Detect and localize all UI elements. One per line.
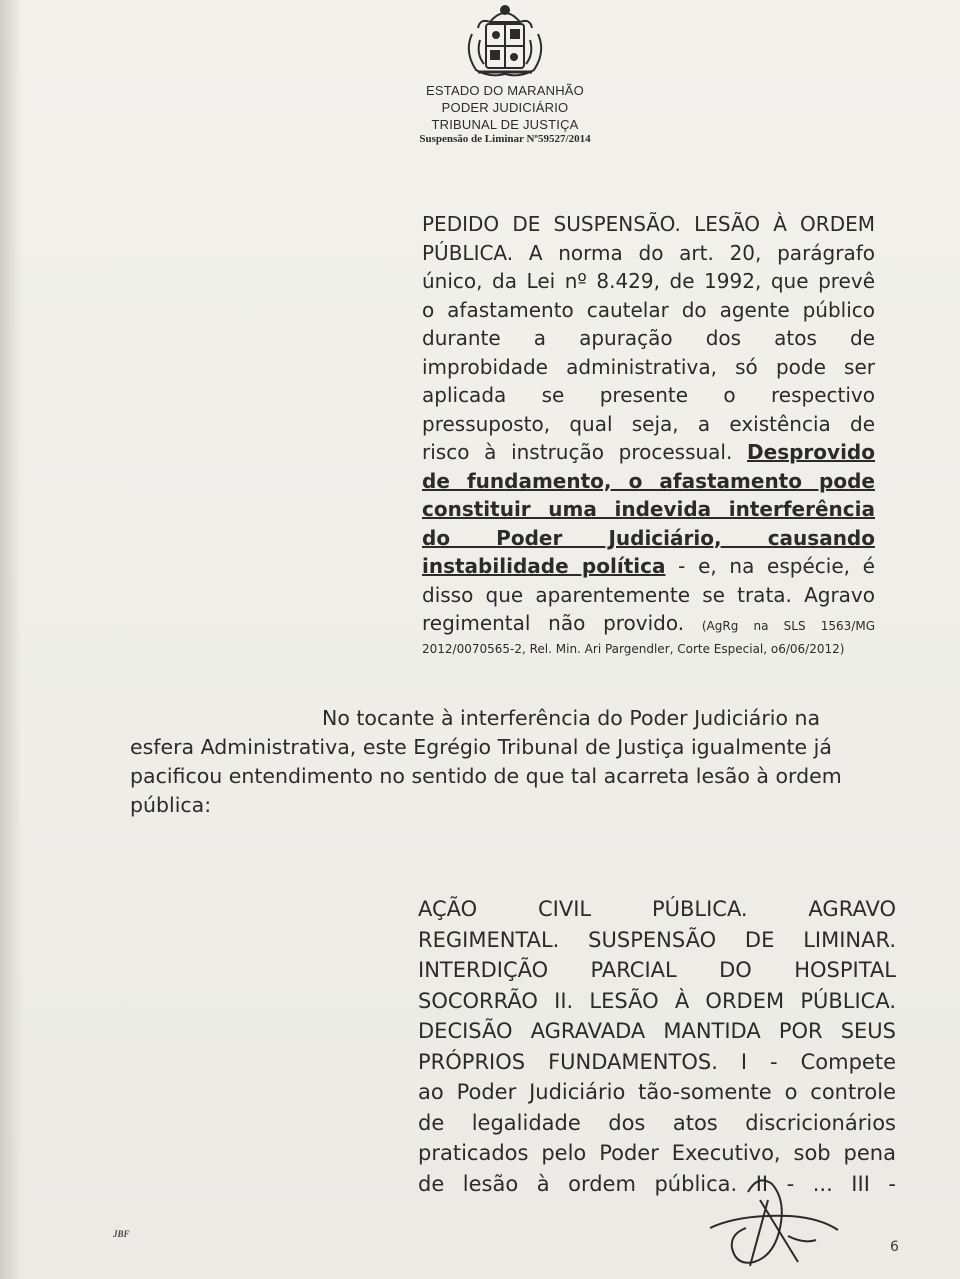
quote1-line: improbidade administrativa, só pode ser (422, 354, 875, 379)
quote2-line: de legalidade dos atos discricionários (418, 1110, 896, 1135)
quote1-line: aplicada se presente o respectivo (422, 383, 875, 407)
quote2-line: praticados pelo Poder Executivo, sob pena (418, 1141, 896, 1165)
header-court: TRIBUNAL DE JUSTIÇA (431, 117, 579, 132)
citation-part-1: (AgRg na SLS 1563/MG (701, 619, 875, 633)
footer-initials: JBF (113, 1229, 130, 1239)
quote2-line: AÇÃO CIVIL PÚBLICA. AGRAVO (418, 897, 896, 921)
quote2-line: SOCORRÃO II. LESÃO À ORDEM PÚBLICA. (418, 988, 896, 1013)
quote2-line: de lesão à ordem pública. II - ... III - (418, 1171, 896, 1196)
quote1-line: durante a apuração dos atos de (422, 326, 875, 350)
coat-of-arms-icon (450, 0, 560, 82)
quote1-line (422, 609, 875, 641)
page-edge-shadow (0, 0, 22, 1279)
quote1-line: o afastamento cautelar do agente público (422, 297, 875, 322)
quote1-emphasis-line: do Poder Judiciário, causando (422, 525, 875, 550)
case-reference: Suspensão de Liminar Nº59527/2014 (419, 133, 591, 145)
quote1-line: único, da Lei nº 8.429, de 1992, que prevê (422, 269, 875, 293)
quote2-line: DECISÃO AGRAVADA MANTIDA POR SEUS (418, 1019, 896, 1043)
quote1-line: PEDIDO DE SUSPENSÃO. LESÃO À ORDEM (422, 212, 875, 236)
quote1-emphasis-line: de fundamento, o afastamento pode (422, 468, 875, 493)
quote2-line: PRÓPRIOS FUNDAMENTOS. I - Compete (418, 1049, 896, 1074)
citation-part-2: 2012/0070565-2, Rel. Min. Ari Pargendler, Corte Especial, o6/06/2012) (422, 641, 845, 656)
quote1-plain-text: - e, na espécie, é (665, 554, 875, 578)
quote1-line: PÚBLICA. A norma do art. 20, parágrafo (422, 240, 875, 265)
quote-block-2 (418, 894, 896, 1199)
quote1-plain-text: risco à instrução processual. (422, 440, 748, 464)
quote1-emphasis-line: constituir uma indevida interferência (422, 497, 875, 521)
header-branch: PODER JUDICIÁRIO (441, 100, 569, 115)
quote2-line: INTERDIÇÃO PARCIAL DO HOSPITAL (418, 958, 896, 982)
quote2-line: REGIMENTAL. SUSPENSÃO DE LIMINAR. (418, 927, 896, 952)
quote1-plain-text: regimental não provido. (422, 611, 702, 635)
quote1-line (422, 552, 875, 581)
quote-block-1 (422, 210, 875, 657)
quote1-emphasis: Desprovido (747, 440, 875, 464)
quote1-line (422, 438, 875, 467)
signature-mark (700, 1170, 850, 1275)
quote1-emphasis: instabilidade política (422, 554, 666, 578)
paragraph-text: No tocante à interferência do Poder Judiciário na esfera Administrativa, este Egrégio Tribunal de Justiça igualmente já pacificou entendimento no sentido de que tal acarreta lesão à ordem pública: (130, 706, 842, 817)
header-state: ESTADO DO MARANHÃO (426, 83, 584, 98)
document-header (395, 0, 615, 145)
quote2-line: ao Poder Judiciário tão-somente o controle (418, 1080, 896, 1104)
body-paragraph (130, 704, 885, 820)
quote1-line: disso que aparentemente se trata. Agravo (422, 582, 875, 607)
page-number: 6 (890, 1239, 899, 1255)
quote1-line: pressuposto, qual seja, a existência de (422, 411, 875, 436)
